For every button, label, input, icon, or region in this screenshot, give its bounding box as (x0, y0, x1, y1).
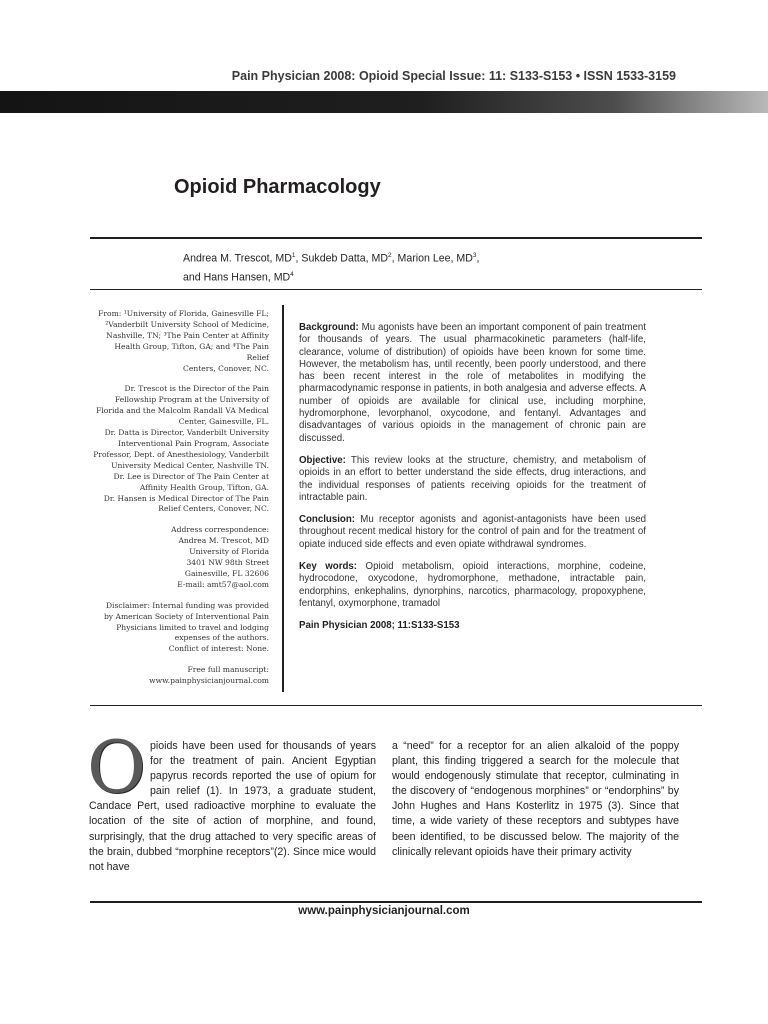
abstract-objective (299, 455, 646, 504)
author-affiliation-mark: 4 (290, 270, 294, 278)
article-sidebar (90, 309, 269, 697)
abstract-divider (90, 705, 702, 706)
manuscript-link: Free full manuscript: www.painphysicianjournal.com (149, 665, 269, 686)
footer-divider (90, 901, 702, 903)
author-affiliation-mark: 3 (472, 252, 477, 259)
author-name: , Sukdeb Datta, MD (295, 252, 388, 265)
body-paragraph: pioids have been used for thousands of years for the treatment of pain. Ancient Egyptian papyrus records reported the use of opium for pain relief (1). In 1973, a graduate student, Candace Pert, used radioactive morphine to evaluate the location of the site of action of morphine, and found, surprisingly, that the drug attached to very specific areas of the brain, dubbed “morphine receptors”(2). Since mice would not have (89, 740, 376, 873)
author-name: and Hans Hansen, MD (183, 271, 291, 284)
abstract-background (299, 322, 646, 445)
disclaimer: Disclaimer: Internal funding was provided by American Society of Interventional Pain Physicians limited to travel and lodging expenses of the authors. Conflict of interest: None. (103, 600, 269, 654)
journal-citation-header: Pain Physician 2008: Opioid Special Issue: 11: S133-S153 • ISSN 1533-3159 (231, 69, 676, 83)
footer-url: www.painphysicianjournal.com (298, 905, 470, 917)
affiliations: From: ¹University of Florida, Gainesville FL; ²Vanderbilt University School of Medicine, Nashville, TN; ³The Pain Center at Affinity Health Group, Tifton, GA; and ⁴The Pain Relief Centers, Conover, NC. (98, 309, 269, 373)
abstract-keywords (299, 561, 646, 610)
authors-divider (90, 289, 702, 290)
article-title: Opioid Pharmacology (174, 176, 381, 198)
author-name: , Marion Lee, MD (391, 252, 473, 265)
objective-label: Objective: (299, 454, 346, 466)
body-column-right (392, 739, 679, 860)
correspondence: Address correspondence: Andrea M. Trescot, MD University of Florida 3401 NW 98th Street Gainesville, FL 32606 E-mail: amt57@aol.com (171, 525, 269, 589)
background-label: Background: (299, 322, 359, 333)
abstract-citation: Pain Physician 2008; 11:S133-S153 (299, 620, 460, 632)
author-affiliation-mark: 1 (291, 252, 296, 259)
objective-text: This review looks at the structure, chemistry, and metabolism of opioids in an effort to better understand the side effects, drug interactions, and the individual responses of patients receiving opioids for the treatment of intractable pain. (299, 454, 646, 503)
author-affiliation-mark: 2 (388, 252, 392, 259)
conclusion-text: Mu receptor agonists and agonist-antagonists have been used throughout recent medical history for the control of pain and for the treatment of opiate induced side effects and even opiate withdrawal syndromes. (299, 514, 646, 550)
author-list (183, 248, 543, 285)
author-separator: , (476, 252, 480, 265)
body-column-left (87, 725, 376, 875)
abstract-conclusion (299, 514, 646, 551)
title-divider (90, 237, 702, 239)
author-bios: Dr. Trescot is the Director of the Pain Fellowship Program at the University of Florida and the Malcolm Randall VA Medical Center, Gainesville, FL. Dr. Datta is Director, Vanderbilt University Interventional Pain Program, Associate Professor, Dept. of Anesthesiology, Vanderbilt University Medical Center, Nashville TN. Dr. Lee is Director of The Pain Center at Affinity Health Group, Tifton, GA. Dr. Hansen is Medical Director of The Pain Relief Centers, Conover, NC. (93, 384, 269, 514)
conclusion-label: Conclusion: (299, 514, 355, 526)
sidebar-divider (282, 305, 284, 692)
keywords-label: Key words: (299, 561, 358, 573)
author-name: Andrea M. Trescot, MD (183, 252, 292, 265)
background-text: Mu agonists have been an important component of pain treatment for thousands of years. The usual pharmacokinetic parameters (half-life, clearance, volume of distribution) of opioids have been known for some time. However, the metabolism has, until recently, been poorly understood, and there has been recent interest in the role of metabolites in modifying the pharmacodynamic response in patients, in both analgesia and adverse effects. A number of opioids are available for clinical use, including morphine, hydromorphone, levorphanol, oxycodone, and fentanyl. Advantages and disadvantages of various opioids in the management of chronic pain are discussed. (299, 322, 646, 444)
abstract (299, 322, 646, 643)
header-bar (0, 91, 768, 113)
keywords-text: Opioid metabolism, opioid interactions, morphine, codeine, hydrocodone, oxycodone, hydromorphone, methadone, intractable pain, endorphins, enkephalins, dynorphins, narcotics, pharmacology, propoxyphene, fentanyl, oxymorphone, tramadol (299, 561, 646, 609)
body-paragraph: a “need” for a receptor for an alien alkaloid of the poppy plant, this finding triggered a search for the molecule that would endogenously stimulate that receptor, culminating in the discovery of “endogenous morphines” or “endorphins” by John Hughes and Hans Kosterlitz in 1975 (3). Since that time, a wide variety of these receptors and subtypes have been identified, to be discussed below. The majority of the clinically relevant opioids have their primary activity (392, 740, 679, 858)
drop-cap: O (87, 725, 147, 809)
